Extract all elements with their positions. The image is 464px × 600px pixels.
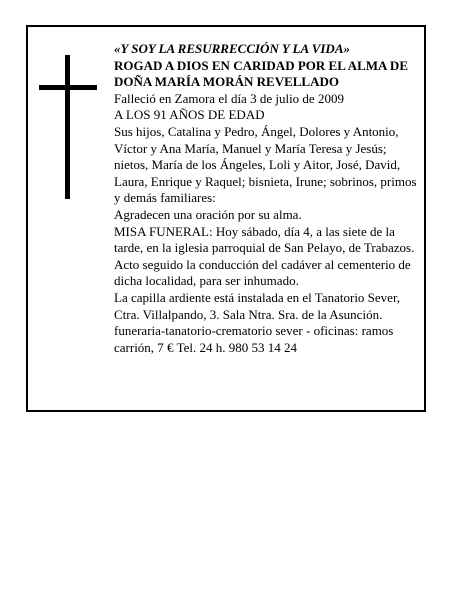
cross-icon — [39, 55, 97, 199]
chapel-paragraph: La capilla ardiente está instalada en el Tanatorio Sever, Ctra. Villalpando, 3. Sala Ntra. Sra. de la Asunción. — [114, 289, 401, 322]
cross-vertical-bar — [65, 55, 70, 199]
cross-horizontal-bar — [39, 85, 97, 90]
notice-quote: «Y SOY LA RESURRECCIÓN Y LA VIDA» — [114, 41, 350, 56]
obituary-notice — [26, 25, 426, 412]
notice-heading: ROGAD A DIOS EN CARIDAD POR EL ALMA DE DOÑA MARÍA MORÁN REVELLADO — [114, 57, 408, 90]
contact-line: funeraria-tanatorio-crematorio sever - oficinas: ramos carrión, 7 € Tel. 24 h. 980 53 14 24 — [114, 323, 394, 355]
funeral-paragraph: MISA FUNERAL: Hoy sábado, día 4, a las siete de la tarde, en la iglesia parroquial de San Pelayo, de Trabazos. Acto seguido la conducción del cadáver al cementerio de dicha localidad, para ser inhumado. — [114, 223, 415, 289]
age-line: A LOS 91 AÑOS DE EDAD — [114, 107, 265, 123]
family-paragraph: Sus hijos, Catalina y Pedro, Ángel, Dolores y Antonio, Víctor y Ana María, Manuel y María Teresa y Jesús; nietos, María de los Ángeles, Loli y Aitor, José, David, Laura, Enrique y Raquel; bisnieta, Irune; sobrinos, primos y demás familiares: — [114, 123, 417, 206]
death-date-line: Falleció en Zamora el día 3 de julio de 2009 — [114, 90, 344, 106]
prayer-line: Agradecen una oración por su alma. — [114, 206, 302, 222]
notice-text — [114, 41, 420, 356]
